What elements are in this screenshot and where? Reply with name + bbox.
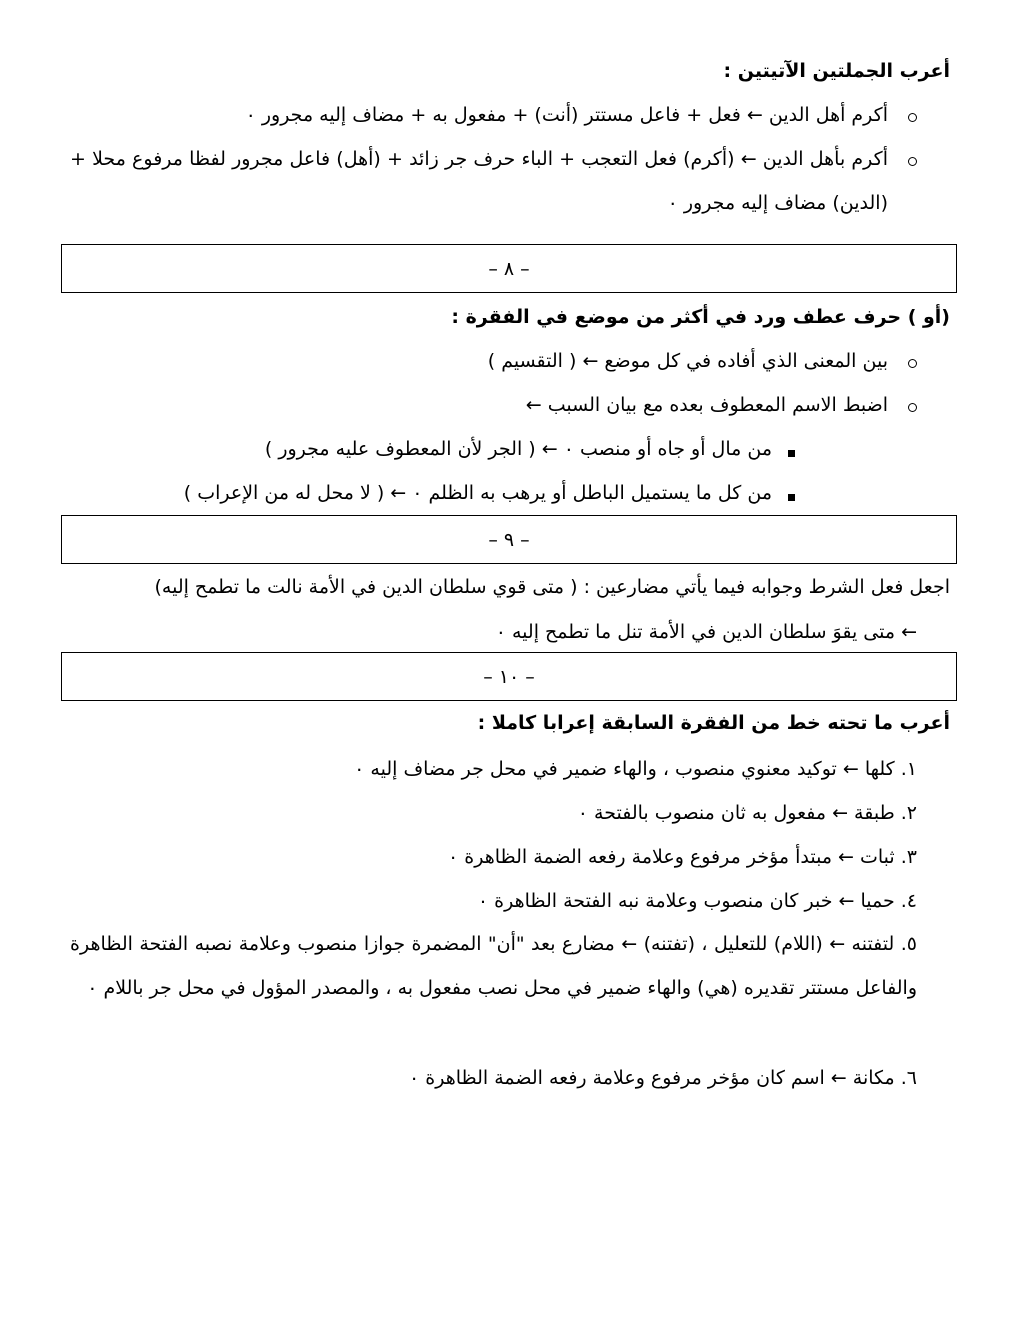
hollow-bullet-icon — [908, 347, 917, 377]
page-number: – ١٠ – — [483, 666, 535, 688]
numbered-item: ١. كلها ← توكيد معنوي منصوب ، والهاء ضمير في محل جر مضاف إليه ٠ — [354, 758, 917, 780]
page-number: – ٩ – — [488, 529, 530, 551]
page-number: – ٨ – — [488, 258, 530, 280]
hollow-bullet-icon — [908, 101, 917, 131]
section-heading: أعرب الجملتين الآتيتين : — [723, 60, 950, 82]
square-bullet-icon — [788, 480, 795, 510]
answer-line: اضبط الاسم المعطوف بعده مع بيان السبب ← — [525, 394, 888, 416]
numbered-item: ٢. طبقة ← مفعول به ثان منصوب بالفتحة ٠ — [577, 802, 917, 824]
page-number-box — [61, 244, 957, 293]
numbered-item: ٤. حميا ← خبر كان منصوب وعلامة نبه الفتحة الظاهرة ٠ — [477, 890, 917, 912]
answer-line: من مال أو جاه أو منصب ٠ ← ( الجر لأن المعطوف عليه مجرور ) — [264, 438, 772, 460]
page-number-box — [61, 515, 957, 564]
numbered-item-paragraph: ٥. لتفتنه ← (اللام) للتعليل ، (تفتنه) ← مضارع بعد "أن" المضمرة جوازا منصوب وعلامة نصبه الفتحة الظاهرة والفاعل مستتر تقديره (هي) والهاء ضمير في محل نصب مفعول به ، والمصدر المؤول في محل جر باللام ٠ — [70, 933, 917, 999]
section-heading: أعرب ما تحته خط من الفقرة السابقة إعرابا كاملا : — [477, 712, 950, 734]
hollow-bullet-icon — [908, 391, 917, 421]
section-heading: (أو ) حرف عطف ورد في أكثر من موضع في الفقرة : — [451, 306, 950, 328]
answer-line: أكرم أهل الدين ← فعل + فاعل مستتر (أنت) + مفعول به + مضاف إليه مجرور ٠ — [245, 104, 888, 126]
answer-line: من كل ما يستميل الباطل أو يرهب به الظلم ٠ ← ( لا محل له من الإعراب ) — [183, 482, 772, 504]
square-bullet-icon — [788, 436, 795, 466]
numbered-item: ٦. مكانة ← اسم كان مؤخر مرفوع وعلامة رفعه الضمة الظاهرة ٠ — [409, 1067, 917, 1089]
answer-line: ← متى يقوَ سلطان الدين في الأمة تنل ما تطمح إليه ٠ — [495, 621, 917, 643]
hollow-bullet-icon — [908, 145, 917, 175]
numbered-item: ٣. ثبات ← مبتدأ مؤخر مرفوع وعلامة رفعه الضمة الظاهرة ٠ — [448, 846, 917, 868]
answer-paragraph: أكرم بأهل الدين ← (أكرم) فعل التعجب + الباء حرف جر زائد + (أهل) فاعل مجرور لفظا مرفوع محلا + (الدين) مضاف إليه مجرور ٠ — [70, 148, 888, 214]
page-number-box — [61, 652, 957, 701]
answer-line: بين المعنى الذي أفاده في كل موضع ← ( التقسيم ) — [487, 350, 888, 372]
question-line: اجعل فعل الشرط وجوابه فيما يأتي مضارعين : ( متى قوي سلطان الدين في الأمة نالت ما تطمح إليه) — [154, 576, 950, 598]
